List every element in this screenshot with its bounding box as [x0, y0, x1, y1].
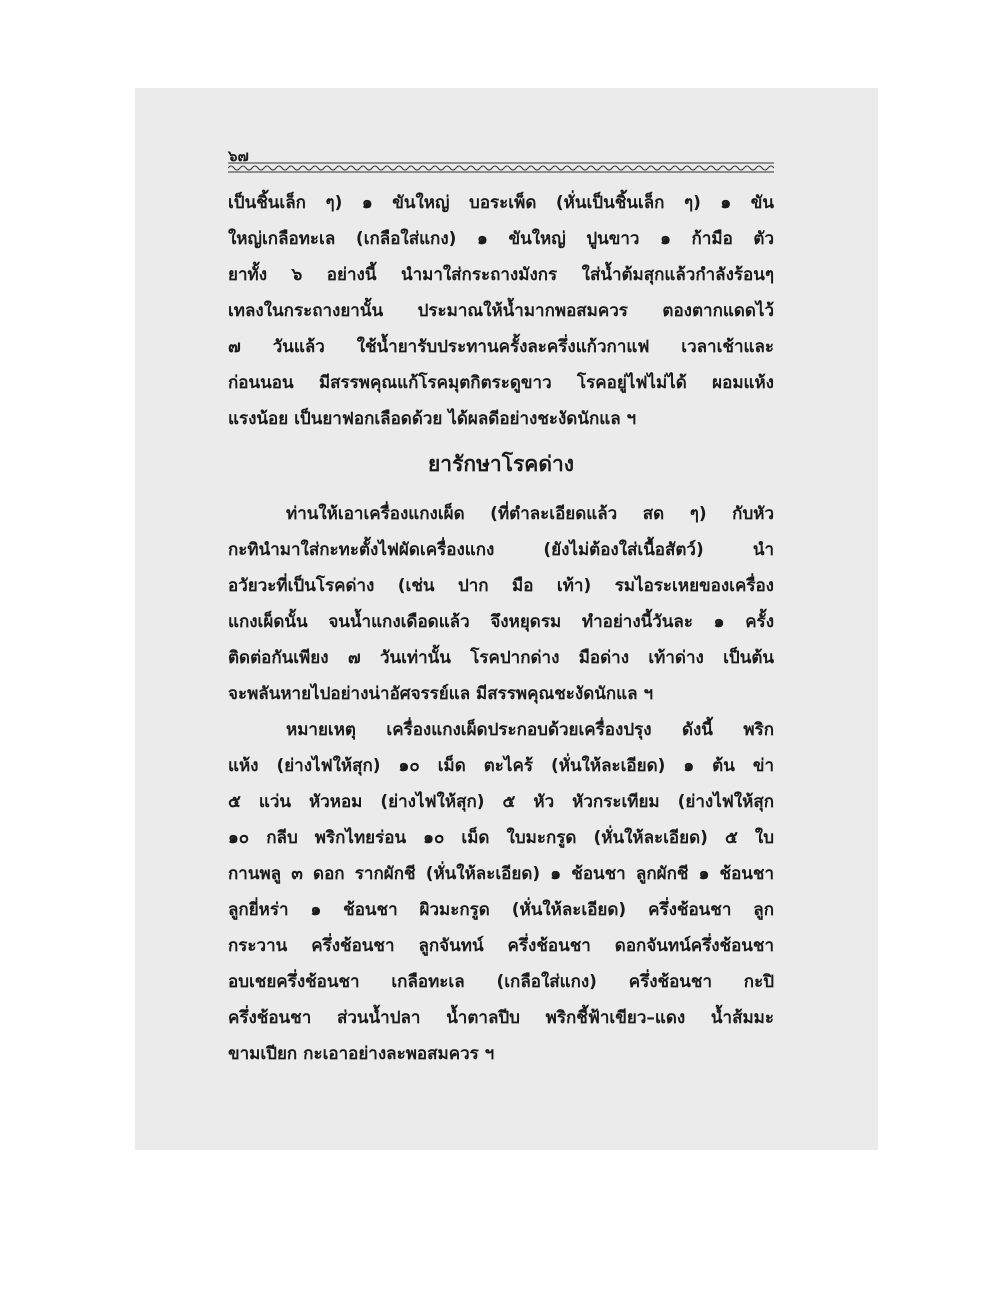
paragraph-note-ingredients: [228, 712, 774, 1072]
text-line: ๑๐ กลีบ พริกไทยร่อน ๑๐ เม็ด ใบมะกรูด (หั่นให้ละเอียด) ๕ ใบ: [228, 828, 774, 848]
text-line: อบเชยครึ่งช้อนชา เกลือทะเล (เกลือใส่แกง) ครึ่งช้อนชา กะปิ: [228, 972, 774, 992]
section-heading: ยารักษาโรคด่าง: [427, 452, 574, 476]
paragraph-vitiligo-remedy: [228, 496, 774, 712]
text-line: ขามเปียก กะเอาอย่างละพอสมควร ฯ: [228, 1044, 495, 1064]
text-line: ท่านให้เอาเครื่องแกงเผ็ด (ที่ตำละเอียดแล้ว สด ๆ) กับหัว: [286, 504, 774, 524]
page-number: ๖๗: [228, 147, 249, 165]
text-line: แรงน้อย เป็นยาฟอกเลือดด้วย ได้ผลดีอย่างชะงัดนักแล ฯ: [228, 409, 637, 429]
text-line: ครึ่งช้อนชา ส่วนน้ำปลา น้ำตาลปีบ พริกชี้ฟ้าเขียว–แดง น้ำส้มมะ: [228, 1008, 774, 1028]
text-line: หมายเหตุ เครื่องแกงเผ็ดประกอบด้วยเครื่องปรุง ดังนี้ พริก: [286, 720, 774, 740]
decorative-header-rule: [228, 161, 774, 173]
text-line: ก่อนนอน มีสรรพคุณแก้โรคมุตกิตระดูขาว โรคอยู่ไฟไม่ได้ ผอมแห้ง: [228, 373, 774, 393]
text-line: ติดต่อกันเพียง ๗ วันเท่านั้น โรคปากด่าง มือด่าง เท้าด่าง เป็นต้น: [228, 648, 774, 668]
text-line: กะทินำมาใส่กะทะตั้งไฟผัดเครื่องแกง (ยังไม่ต้องใส่เนื้อสัตว์) นำ: [228, 540, 774, 560]
text-line: อวัยวะที่เป็นโรคด่าง (เช่น ปาก มือ เท้า) รมไอระเหยของเครื่อง: [228, 576, 774, 596]
text-line: กานพลู ๓ ดอก รากผักชี (หั่นให้ละเอียด) ๑ ช้อนชา ลูกผักชี ๑ ช้อนชา: [228, 864, 774, 884]
paragraph-recipe-continued: [228, 185, 774, 437]
text-line: ๕ แว่น หัวหอม (ย่างไฟให้สุก) ๕ หัว หัวกระเทียม (ย่างไฟให้สุก: [228, 792, 774, 812]
text-line: เป็นชิ้นเล็ก ๆ) ๑ ขันใหญ่ บอระเพ็ด (หั่นเป็นชิ้นเล็ก ๆ) ๑ ขัน: [228, 193, 774, 213]
text-line: แกงเผ็ดนั้น จนน้ำแกงเดือดแล้ว จึงหยุดรม ทำอย่างนี้วันละ ๑ ครั้ง: [228, 612, 774, 632]
book-page: [135, 88, 878, 1150]
text-line: ยาทั้ง ๖ อย่างนี้ นำมาใส่กระถางมังกร ใส่น้ำต้มสุกแล้วกำลังร้อนๆ: [228, 265, 774, 285]
text-line: ลูกยี่หร่า ๑ ช้อนชา ผิวมะกรูด (หั่นให้ละเอียด) ครึ่งช้อนชา ลูก: [228, 900, 774, 920]
text-line: กระวาน ครึ่งช้อนชา ลูกจันทน์ ครึ่งช้อนชา ดอกจันทน์ครึ่งช้อนชา: [228, 936, 774, 956]
text-line: ใหญ่เกลือทะเล (เกลือใส่แกง) ๑ ขันใหญ่ ปูนขาว ๑ ก้ามือ ตัว: [228, 229, 774, 249]
text-line: เทลงในกระถางยานั้น ประมาณให้น้ำมากพอสมควร ตองตากแดดไว้: [228, 301, 774, 321]
text-line: จะพลันหายไปอย่างน่าอัศจรรย์แล มีสรรพคุณชะงัดนักแล ฯ: [228, 684, 654, 704]
text-line: แห้ง (ย่างไฟให้สุก) ๑๐ เม็ด ตะไคร้ (หั่นให้ละเอียด) ๑ ต้น ข่า: [228, 756, 774, 776]
text-line: ๗ วันแล้ว ใช้น้ำยารับประทานครั้งละครึ่งแก้วกาแฟ เวลาเช้าและ: [228, 337, 774, 357]
